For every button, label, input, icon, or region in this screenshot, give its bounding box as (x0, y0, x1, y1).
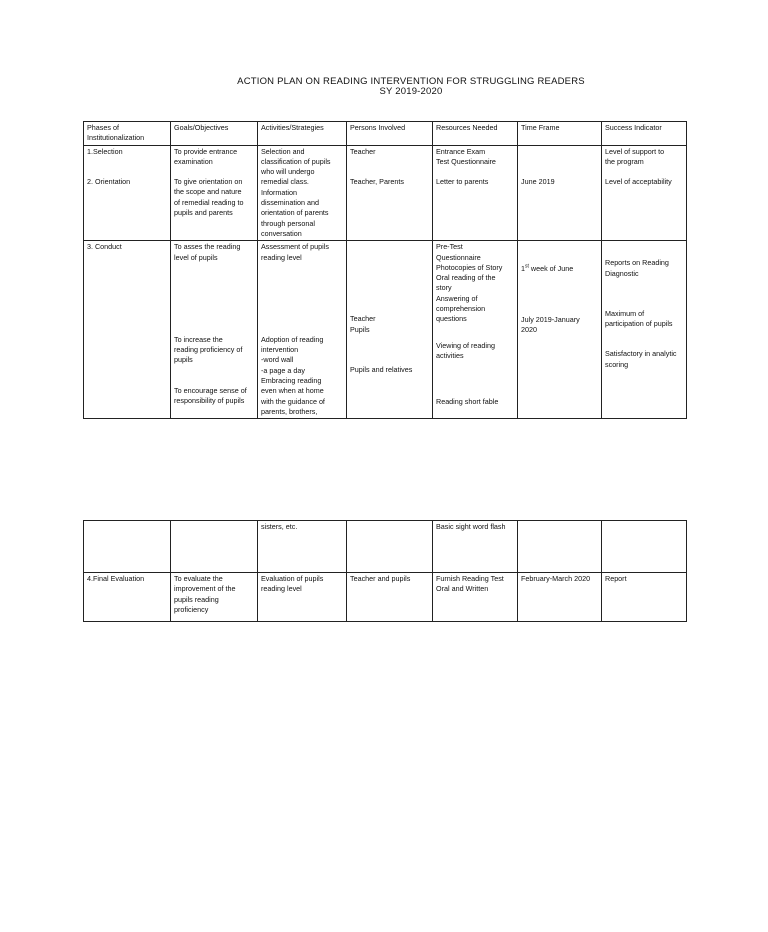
table-row (84, 573, 687, 622)
header-persons: Persons Involved (347, 122, 433, 146)
cell-success: Report (602, 573, 687, 622)
header-goals: Goals/Objectives (171, 122, 258, 146)
cell-resources: Furnish Reading Test Oral and Written (433, 573, 518, 622)
cell-persons: Teacher Teacher, Parents (347, 145, 433, 241)
school-year-subtitle: SY 2019-2020 (379, 86, 443, 97)
header-success: Success Indicator (602, 122, 687, 146)
cell-activities: Assessment of pupils reading level Adoption of reading intervention -word wall -a page a day Embracing reading even when at home with the guidance of parents, brothers, (258, 241, 347, 419)
table-row (84, 241, 687, 419)
cell-persons (347, 521, 433, 573)
header-phases: Phases of Institutionalization (84, 122, 171, 146)
header-resources: Resources Needed (433, 122, 518, 146)
action-plan-table-page1 (83, 121, 687, 419)
cell-phase (84, 521, 171, 573)
cell-persons: Teacher Pupils Pupils and relatives (347, 241, 433, 419)
header-time-frame: Time Frame (518, 122, 602, 146)
cell-success: Reports on Reading Diagnostic Maximum of participation of pupils Satisfactory in analytic scoring (602, 241, 687, 419)
cell-activities: sisters, etc. (258, 521, 347, 573)
table-row (84, 145, 687, 241)
action-plan-table-page2 (83, 520, 687, 622)
cell-goals: To provide entrance examination To give orientation on the scope and nature of remedial reading to pupils and parents (171, 145, 258, 241)
cell-goals (171, 521, 258, 573)
cell-resources: Entrance Exam Test Questionnaire Letter to parents (433, 145, 518, 241)
cell-goals: To asses the reading level of pupils To increase the reading proficiency of pupils To encourage sense of responsibility of pupils (171, 241, 258, 419)
header-activities: Activities/Strategies (258, 122, 347, 146)
cell-goals: To evaluate the improvement of the pupils reading proficiency (171, 573, 258, 622)
cell-time-frame: February-March 2020 (518, 573, 602, 622)
cell-persons: Teacher and pupils (347, 573, 433, 622)
cell-activities: Selection and classification of pupils who will undergo remedial class. Information dissemination and orientation of parents through personal conversation (258, 145, 347, 241)
cell-resources: Pre-Test Questionnaire Photocopies of Story Oral reading of the story Answering of comprehension questions Viewing of reading activities Reading short fable (433, 241, 518, 419)
cell-time-frame: June 2019 (518, 145, 602, 241)
cell-success (602, 521, 687, 573)
table-row (84, 521, 687, 573)
cell-time-frame: 1st week of June July 2019-January 2020 (518, 241, 602, 419)
cell-phase: 3. Conduct (84, 241, 171, 419)
cell-success: Level of support to the program Level of acceptability (602, 145, 687, 241)
cell-phase: 1.Selection 2. Orientation (84, 145, 171, 241)
cell-time-frame (518, 521, 602, 573)
cell-activities: Evaluation of pupils reading level (258, 573, 347, 622)
cell-resources: Basic sight word flash (433, 521, 518, 573)
cell-phase: 4.Final Evaluation (84, 573, 171, 622)
table-header-row (84, 122, 687, 146)
document-title: ACTION PLAN ON READING INTERVENTION FOR STRUGGLING READERS (237, 76, 585, 87)
